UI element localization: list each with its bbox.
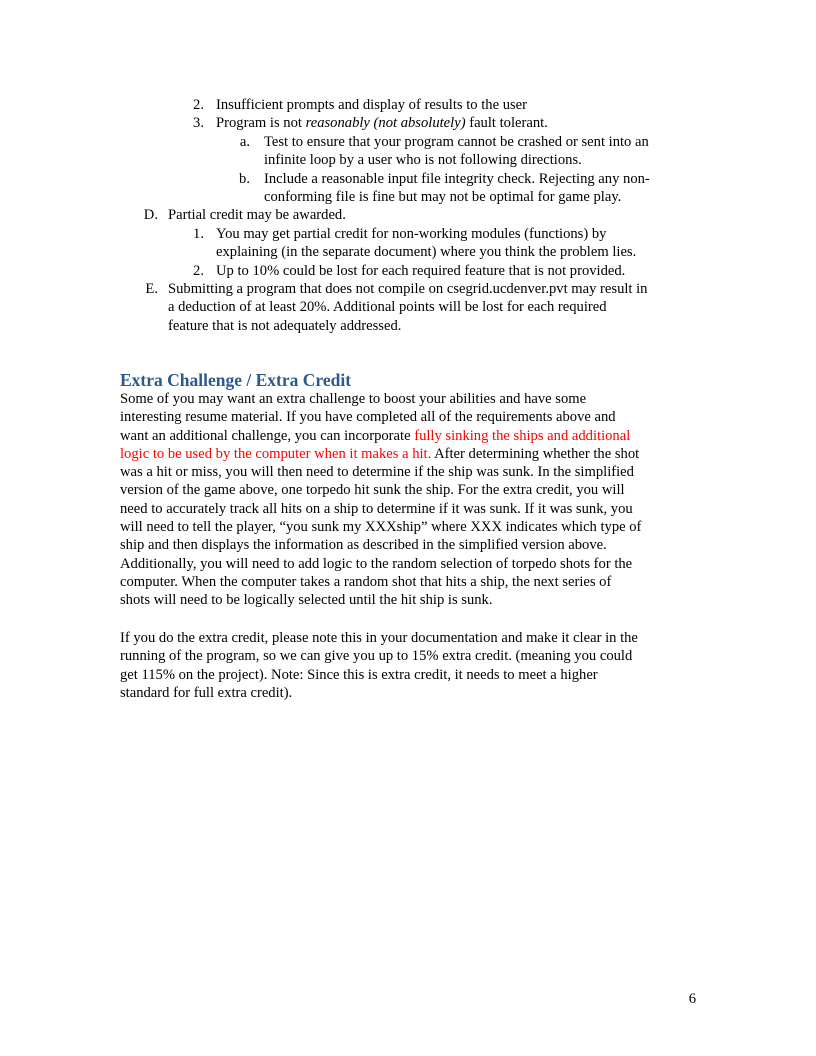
paragraph-line: Additionally, you will need to add logic to the random selection of torpedo shots for the: [120, 555, 633, 572]
list-item-text: Up to 10% could be lost for each required feature that is not provided.: [216, 263, 626, 279]
list-letter: D.: [143, 207, 158, 223]
highlighted-text: logic to be used by the computer when it makes a hit.: [120, 445, 432, 462]
paragraph-line: ship and then displays the information as described in the simplified version above.: [120, 537, 607, 554]
list-number: 3.: [193, 115, 204, 131]
list-item-text: Program is not reasonably (not absolutely) fault tolerant.: [216, 115, 548, 131]
paragraph-line: need to accurately track all hits on a ship to determine if it was sunk. If it was sunk, you: [120, 500, 633, 517]
list-letter: a.: [239, 134, 250, 150]
list-letter: b.: [239, 171, 250, 187]
list-number: 1.: [193, 226, 204, 242]
list-item-text: infinite loop by a user who is not following directions.: [264, 152, 582, 168]
list-letter: E.: [145, 281, 158, 297]
paragraph-line: shots will need to be logically selected until the hit ship is sunk.: [120, 592, 493, 609]
paragraph-line: interesting resume material. If you have completed all of the requirements above and: [120, 409, 616, 426]
paragraph-line: was a hit or miss, you will then need to determine if the ship was sunk. In the simplified: [120, 464, 634, 481]
paragraph-extra-credit: [120, 390, 700, 610]
paragraph-line: If you do the extra credit, please note this in your documentation and make it clear in the: [120, 630, 638, 646]
list-number: 2.: [193, 263, 204, 279]
list-item-text: You may get partial credit for non-working modules (functions) by: [216, 226, 607, 242]
list-item-text: explaining (in the separate document) where you think the problem lies.: [216, 244, 637, 260]
list-item-text: Insufficient prompts and display of results to the user: [216, 97, 528, 113]
list-item-text: feature that is not adequately addressed.: [168, 318, 402, 334]
list-item-text: Partial credit may be awarded.: [168, 207, 346, 223]
paragraph-line: logic to be used by the computer when it makes a hit. After determining whether the shot: [120, 445, 640, 462]
page-number: 6: [688, 991, 696, 1007]
paragraph-line: want an additional challenge, you can incorporate fully sinking the ships and additional: [120, 427, 631, 444]
list-item-text: Test to ensure that your program cannot be crashed or sent into an: [264, 134, 649, 150]
list-item-text: Include a reasonable input file integrity check. Rejecting any non-: [264, 171, 650, 187]
list-item-text: conforming file is fine but may not be optimal for game play.: [264, 189, 622, 205]
list-number: 2.: [193, 97, 204, 113]
paragraph-line: will need to tell the player, “you sunk my XXXship” where XXX indicates which type of: [120, 519, 642, 536]
paragraph-line: version of the game above, one torpedo hit sunk the ship. For the extra credit, you will: [120, 482, 625, 499]
list-item-text: Submitting a program that does not compile on csegrid.ucdenver.pvt may result in: [168, 281, 648, 297]
highlighted-text: fully sinking the ships and additional: [414, 427, 631, 444]
paragraph-line: computer. When the computer takes a random shot that hits a ship, the next series of: [120, 573, 612, 590]
paragraph-extra-credit-note: [120, 629, 700, 702]
paragraph-line: running of the program, so we can give you up to 15% extra credit. (meaning you could: [120, 648, 633, 665]
paragraph-line: standard for full extra credit).: [120, 684, 293, 701]
list-item-text: a deduction of at least 20%. Additional points will be lost for each required: [168, 299, 607, 315]
paragraph-line: get 115% on the project). Note: Since this is extra credit, it needs to meet a higher: [120, 666, 598, 683]
section-heading: Extra Challenge / Extra Credit: [120, 370, 352, 390]
paragraph-line: Some of you may want an extra challenge to boost your abilities and have some: [120, 391, 587, 407]
